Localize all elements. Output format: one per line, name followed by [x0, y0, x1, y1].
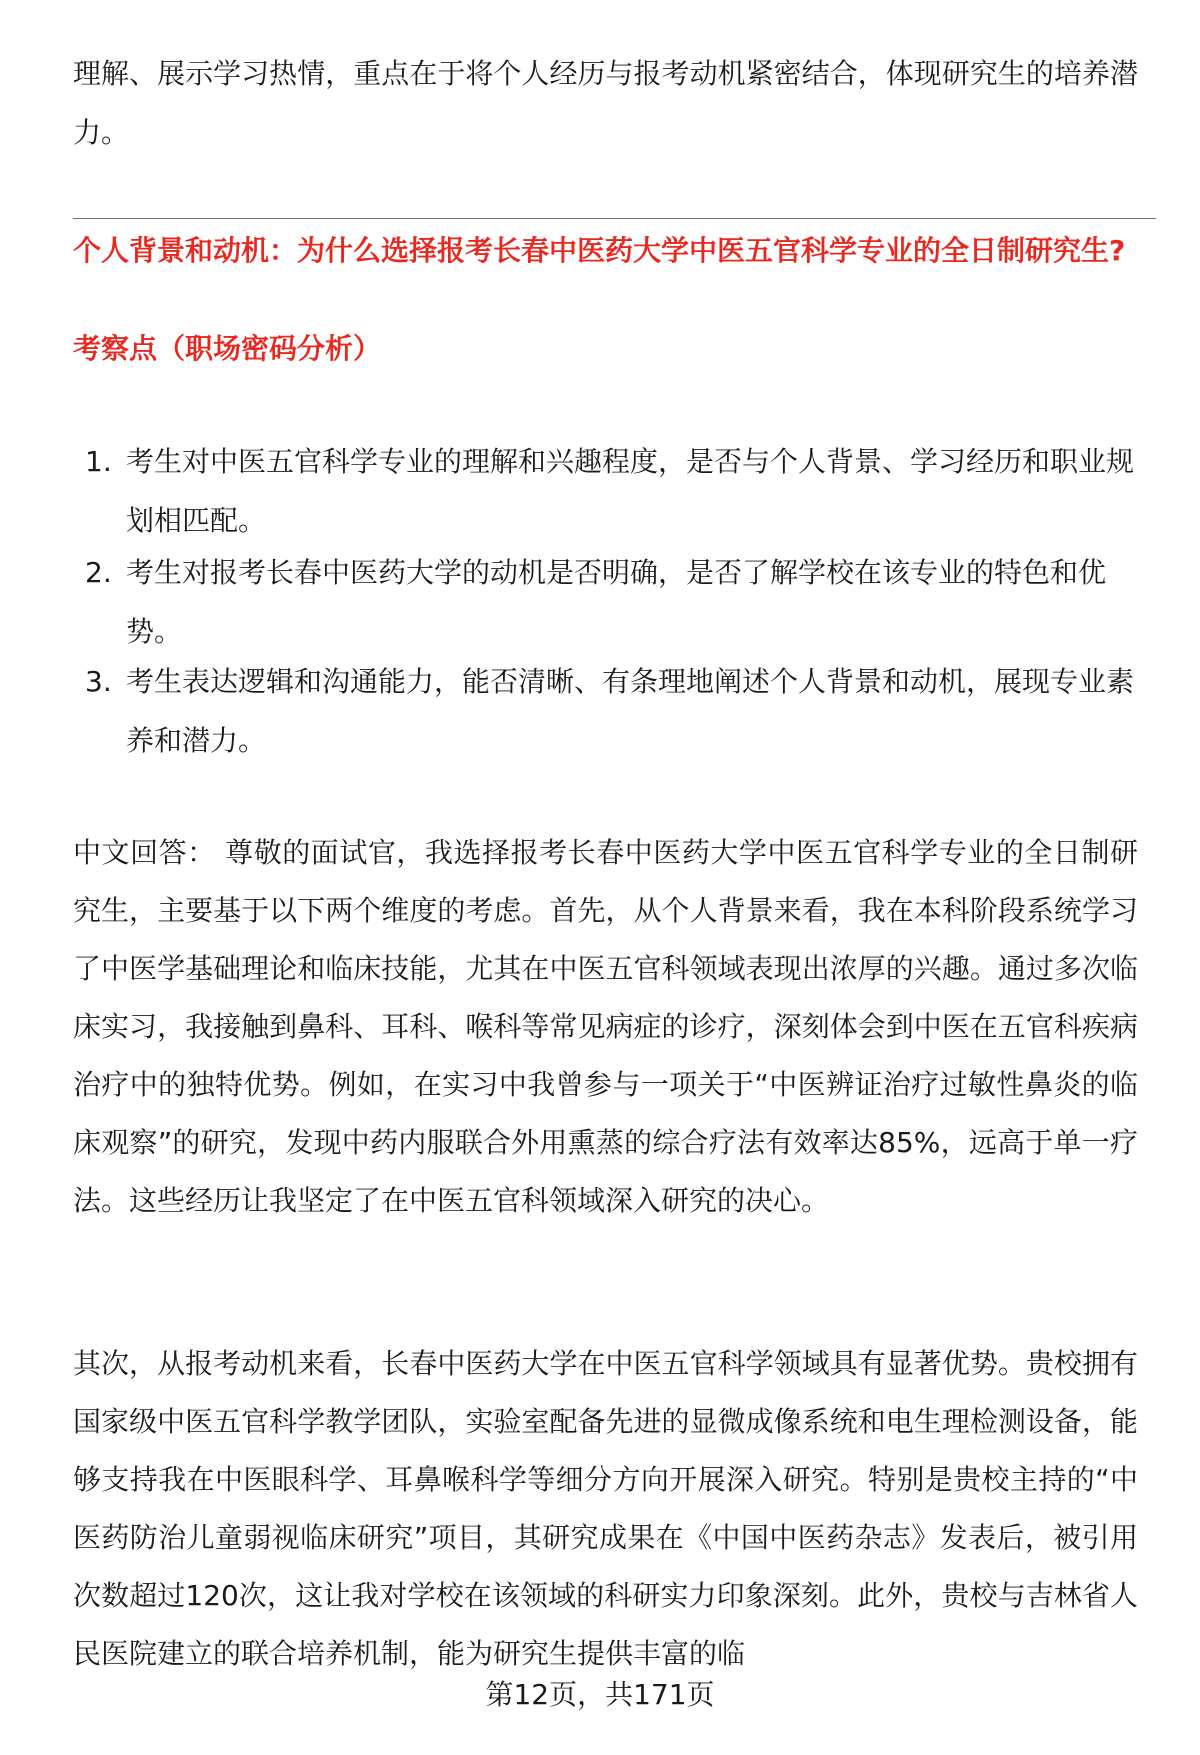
list-item — [73, 432, 1143, 550]
list-item-number: 1. — [85, 445, 112, 478]
page-number-footer: 第12页，共171页 — [485, 1678, 715, 1711]
section-divider — [73, 218, 1156, 219]
question-heading: 个人背景和动机：为什么选择报考长春中医药大学中医五官科学专业的全日制研究生? — [73, 234, 1126, 267]
list-item-number: 2. — [85, 556, 112, 589]
focus-points-list — [73, 432, 1143, 770]
list-item — [73, 543, 1143, 661]
list-item-number: 3. — [85, 665, 112, 698]
focus-heading: 考察点（职场密码分析） — [73, 332, 382, 365]
list-item — [73, 652, 1143, 770]
answer-paragraph-1: 中文回答： 尊敬的面试官，我选择报考长春中医药大学中医五官科学专业的全日制研究生，主要基于以下两个维度的考虑。首先，从个人背景来看，我在本科阶段系统学习了中医学基础理论和临床技能，尤其在中医五官科领域表现出浓厚的兴趣。通过多次临床实习，我接触到鼻科、耳科、喉科等常见病症的诊疗，深刻体会到中医在五官科疾病治疗中的独特优势。例如，在实习中我曾参与一项关于“中医辨证治疗过敏性鼻炎的临床观察”的研究，发现中药内服联合外用熏蒸的综合疗法有效率达85%，远高于单一疗法。这些经历让我坚定了在中医五官科领域深入研究的决心。 — [73, 836, 1138, 1217]
list-item-text: 考生对报考长春中医药大学的动机是否明确，是否了解学校在该专业的特色和优势。 — [126, 556, 1107, 648]
list-item-text: 考生对中医五官科学专业的理解和兴趣程度，是否与个人背景、学习经历和职业规划相匹配。 — [126, 445, 1135, 537]
answer-paragraph-2: 其次，从报考动机来看，长春中医药大学在中医五官科学领域具有显著优势。贵校拥有国家级中医五官科学教学团队，实验室配备先进的显微成像系统和电生理检测设备，能够支持我在中医眼科学、耳鼻喉科学等细分方向开展深入研究。特别是贵校主持的“中医药防治儿童弱视临床研究”项目，其研究成果在《中国中医药杂志》发表后，被引用次数超过120次，这让我对学校在该领域的科研实力印象深刻。此外，贵校与吉林省人民医院建立的联合培养机制，能为研究生提供丰富的临 — [73, 1347, 1138, 1670]
intro-paragraph-tail: 理解、展示学习热情，重点在于将个人经历与报考动机紧密结合，体现研究生的培养潜力。 — [73, 57, 1138, 149]
list-item-text: 考生表达逻辑和沟通能力，能否清晰、有条理地阐述个人背景和动机，展现专业素养和潜力。 — [126, 665, 1135, 757]
